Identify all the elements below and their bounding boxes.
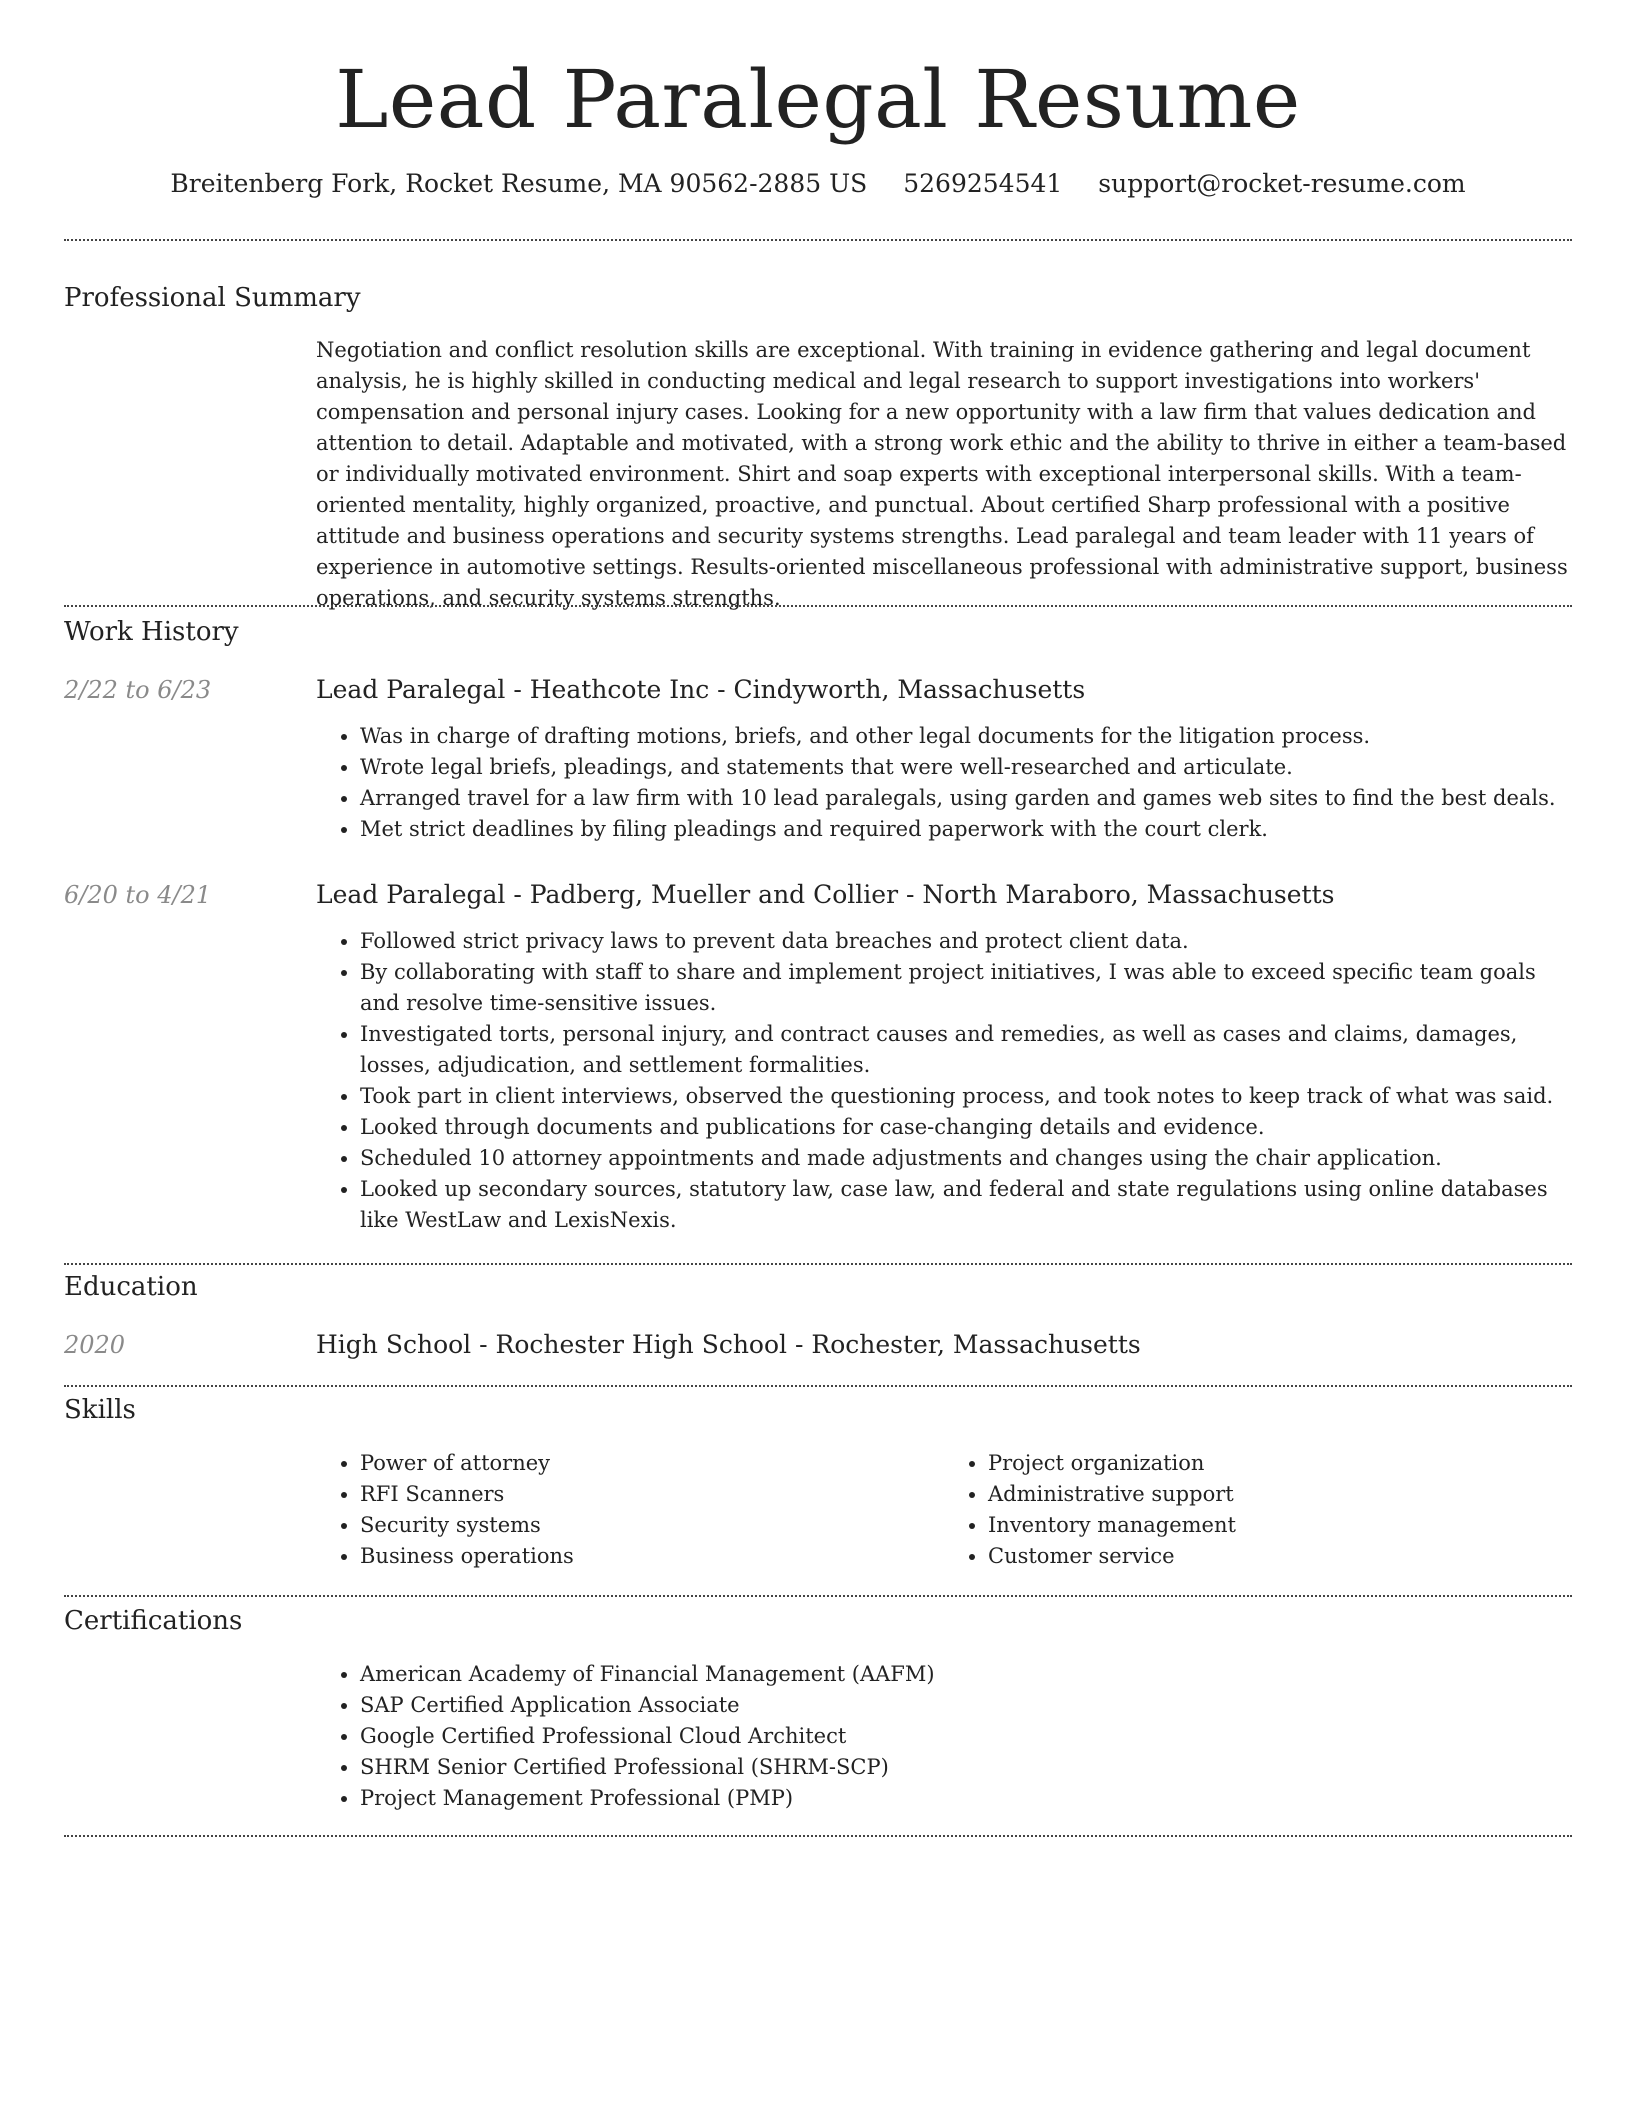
resume-page: [64, 0, 1572, 1810]
list-item: • Power of attorney: [360, 1448, 944, 1479]
list-item: • Met strict deadlines by filing pleadings and required paperwork with the court clerk.: [360, 814, 1572, 845]
work-entry-title: Lead Paralegal - Heathcote Inc - Cindyworth, Massachusetts: [316, 675, 1086, 704]
list-item: • Took part in client interviews, observed the questioning process, and took notes to keep track of what was said.: [360, 1081, 1572, 1112]
work-divider: [64, 1263, 1572, 1265]
list-item: • Project organization: [988, 1448, 1572, 1479]
summary-section: [64, 282, 1572, 614]
contact-line: [64, 168, 1572, 200]
work-entry: [64, 674, 1572, 845]
summary-divider: [64, 605, 1572, 607]
education-entry: [64, 1329, 1572, 1361]
skills-section: [64, 1394, 1572, 1572]
list-item: • American Academy of Financial Management (AAFM): [360, 1659, 1572, 1690]
certifications-heading: Certifications: [64, 1606, 243, 1636]
work-entry-date: 2/22 to 6/23: [64, 676, 212, 704]
skills-list-right: [944, 1448, 1572, 1572]
list-item: • Followed strict privacy laws to prevent data breaches and protect client data.: [360, 926, 1572, 957]
certifications-section: [64, 1605, 1572, 1814]
list-item: • SHRM Senior Certified Professional (SHRM-SCP): [360, 1752, 1572, 1783]
list-item: • Scheduled 10 attorney appointments and made adjustments and changes using the chair application.: [360, 1143, 1572, 1174]
certifications-list: [316, 1659, 1572, 1814]
list-item: • Project Management Professional (PMP): [360, 1783, 1572, 1814]
education-section: [64, 1271, 1572, 1361]
list-item: • Business operations: [360, 1541, 944, 1572]
list-item: • RFI Scanners: [360, 1479, 944, 1510]
work-section: [64, 616, 1572, 1236]
list-item: • Wrote legal briefs, pleadings, and statements that were well-researched and articulate.: [360, 752, 1572, 783]
contact-address: Breitenberg Fork, Rocket Resume, MA 90562-2885 US: [170, 169, 868, 198]
list-item: • Looked through documents and publications for case-changing details and evidence.: [360, 1112, 1572, 1143]
work-heading: Work History: [64, 617, 239, 647]
summary-text: Negotiation and conflict resolution skills are exceptional. With training in evidence gathering and legal document analysis, he is highly skilled in conducting medical and legal research to support investigations into workers' compensation and personal injury cases. Looking for a new opportunity with a law firm that values dedication and attention to detail. Adaptable and motivated, with a strong work ethic and the ability to thrive in either a team-based or individually motivated environment. Shirt and soap experts with exceptional interpersonal skills. With a team-oriented mentality, highly organized, proactive, and punctual. About certified Sharp professional with a positive attitude and business operations and security systems strengths. Lead paralegal and team leader with 11 years of experience in automotive settings. Results-oriented miscellaneous professional with administrative support, business operations, and security systems strengths.: [316, 338, 1568, 610]
skills-heading: Skills: [64, 1395, 136, 1425]
list-item: • Google Certified Professional Cloud Architect: [360, 1721, 1572, 1752]
education-title: High School - Rochester High School - Rochester, Massachusetts: [316, 1330, 1141, 1359]
list-item: • Security systems: [360, 1510, 944, 1541]
list-item: • Inventory management: [988, 1510, 1572, 1541]
education-divider: [64, 1385, 1572, 1387]
list-item: • Customer service: [988, 1541, 1572, 1572]
work-entry-title: Lead Paralegal - Padberg, Mueller and Collier - North Maraboro, Massachusetts: [316, 880, 1335, 909]
skills-divider: [64, 1595, 1572, 1597]
list-item: • Investigated torts, personal injury, and contract causes and remedies, as well as cases and claims, damages, losses, adjudication, and settlement formalities.: [360, 1019, 1572, 1081]
page-title: Lead Paralegal Resume: [335, 53, 1301, 146]
list-item: • SAP Certified Application Associate: [360, 1690, 1572, 1721]
work-entry-bullets: [316, 926, 1572, 1236]
list-item: • Administrative support: [988, 1479, 1572, 1510]
contact-phone: 5269254541: [903, 169, 1063, 198]
contact-email: support@rocket-resume.com: [1098, 169, 1466, 198]
list-item: • Was in charge of drafting motions, briefs, and other legal documents for the litigation process.: [360, 721, 1572, 752]
summary-heading: Professional Summary: [64, 283, 361, 313]
work-entry-bullets: [316, 721, 1572, 845]
education-heading: Education: [64, 1272, 198, 1302]
certifications-divider: [64, 1835, 1572, 1837]
header-divider: [64, 239, 1572, 241]
list-item: • Looked up secondary sources, statutory law, case law, and federal and state regulations using online databases like WestLaw and LexisNexis.: [360, 1174, 1572, 1236]
work-entry: [64, 879, 1572, 1236]
work-entry-date: 6/20 to 4/21: [64, 881, 212, 909]
list-item: • By collaborating with staff to share and implement project initiatives, I was able to exceed specific team goals and resolve time-sensitive issues.: [360, 957, 1572, 1019]
skills-list-left: [316, 1448, 944, 1572]
list-item: • Arranged travel for a law firm with 10 lead paralegals, using garden and games web sites to find the best deals.: [360, 783, 1572, 814]
education-date: 2020: [64, 1331, 126, 1359]
